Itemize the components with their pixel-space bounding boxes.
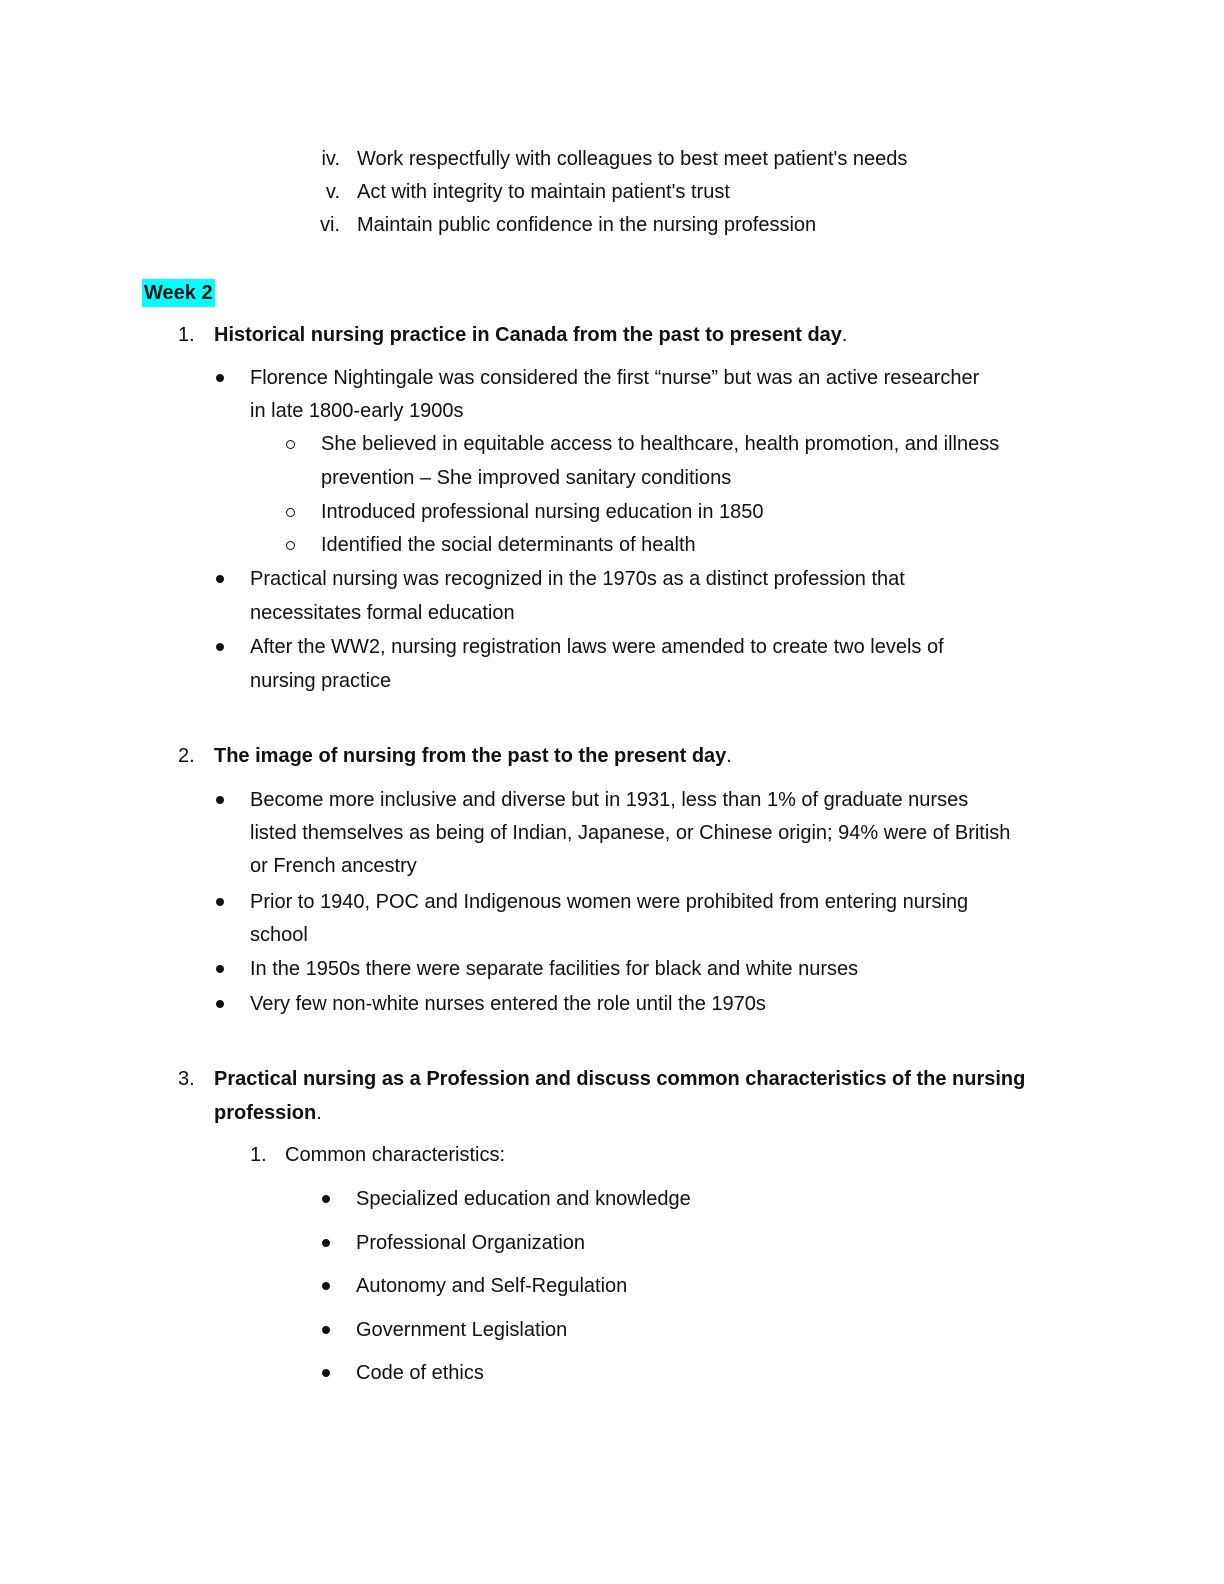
sub-list-item-continued: prevention – She improved sanitary conditions [321,467,732,489]
week-heading: Week 2 [142,279,215,307]
list-item: Very few non-white nurses entered the role until the 1970s [250,993,766,1015]
list-item-continued: school [250,924,308,946]
roman-marker: vi. [320,214,340,236]
section-number: 1. [178,324,195,346]
section-number: 2. [178,745,195,767]
bullet-icon [216,796,224,804]
list-item: Become more inclusive and diverse but in 1931, less than 1% of graduate nurses [250,789,969,811]
list-item-continued: in late 1800-early 1900s [250,400,464,422]
circle-bullet-icon [286,508,295,517]
characteristic-item: Code of ethics [356,1362,484,1384]
characteristic-item: Professional Organization [356,1232,586,1254]
bullet-icon [216,965,224,973]
list-item: In the 1950s there were separate facilities for black and white nurses [250,958,859,980]
section-title: Practical nursing as a Profession and discuss common characteristics of the nursing [214,1068,1026,1090]
roman-item: Act with integrity to maintain patient's trust [357,181,730,203]
list-item: After the WW2, nursing registration laws were amended to create two levels of [250,636,944,658]
bullet-icon [322,1195,330,1203]
characteristic-item: Specialized education and knowledge [356,1188,691,1210]
list-item-continued: necessitates formal education [250,602,515,624]
sub-list-item: She believed in equitable access to healthcare, health promotion, and illness [321,433,1000,455]
sublist-label: Common characteristics: [285,1144,506,1166]
list-item-continued: listed themselves as being of Indian, Japanese, or Chinese origin; 94% were of British [250,822,1011,844]
sub-list-item: Identified the social determinants of health [321,534,696,556]
section-number: 3. [178,1068,195,1090]
sub-list-item: Introduced professional nursing education in 1850 [321,501,764,523]
list-item: Prior to 1940, POC and Indigenous women were prohibited from entering nursing [250,891,969,913]
bullet-icon [216,643,224,651]
section-title-continued: profession. [214,1102,322,1124]
list-item: Florence Nightingale was considered the first “nurse” but was an active researcher [250,367,980,389]
bullet-icon [216,898,224,906]
roman-marker: v. [325,181,340,203]
bullet-icon [322,1326,330,1334]
bullet-icon [322,1282,330,1290]
list-item: Practical nursing was recognized in the 1970s as a distinct profession that [250,568,905,590]
circle-bullet-icon [286,541,295,550]
roman-item: Maintain public confidence in the nursing profession [357,214,817,236]
characteristic-item: Autonomy and Self-Regulation [356,1275,628,1297]
section-title: The image of nursing from the past to the present day. [214,745,732,767]
bullet-icon [322,1369,330,1377]
section-title: Historical nursing practice in Canada from the past to present day. [214,324,848,346]
sublist-number: 1. [250,1144,267,1166]
circle-bullet-icon [286,440,295,449]
roman-marker: iv. [321,148,340,170]
roman-item: Work respectfully with colleagues to best meet patient's needs [357,148,908,170]
list-item-continued: or French ancestry [250,855,417,877]
bullet-icon [216,1000,224,1008]
bullet-icon [216,575,224,583]
bullet-icon [322,1239,330,1247]
characteristic-item: Government Legislation [356,1319,568,1341]
bullet-icon [216,374,224,382]
list-item-continued: nursing practice [250,670,392,692]
